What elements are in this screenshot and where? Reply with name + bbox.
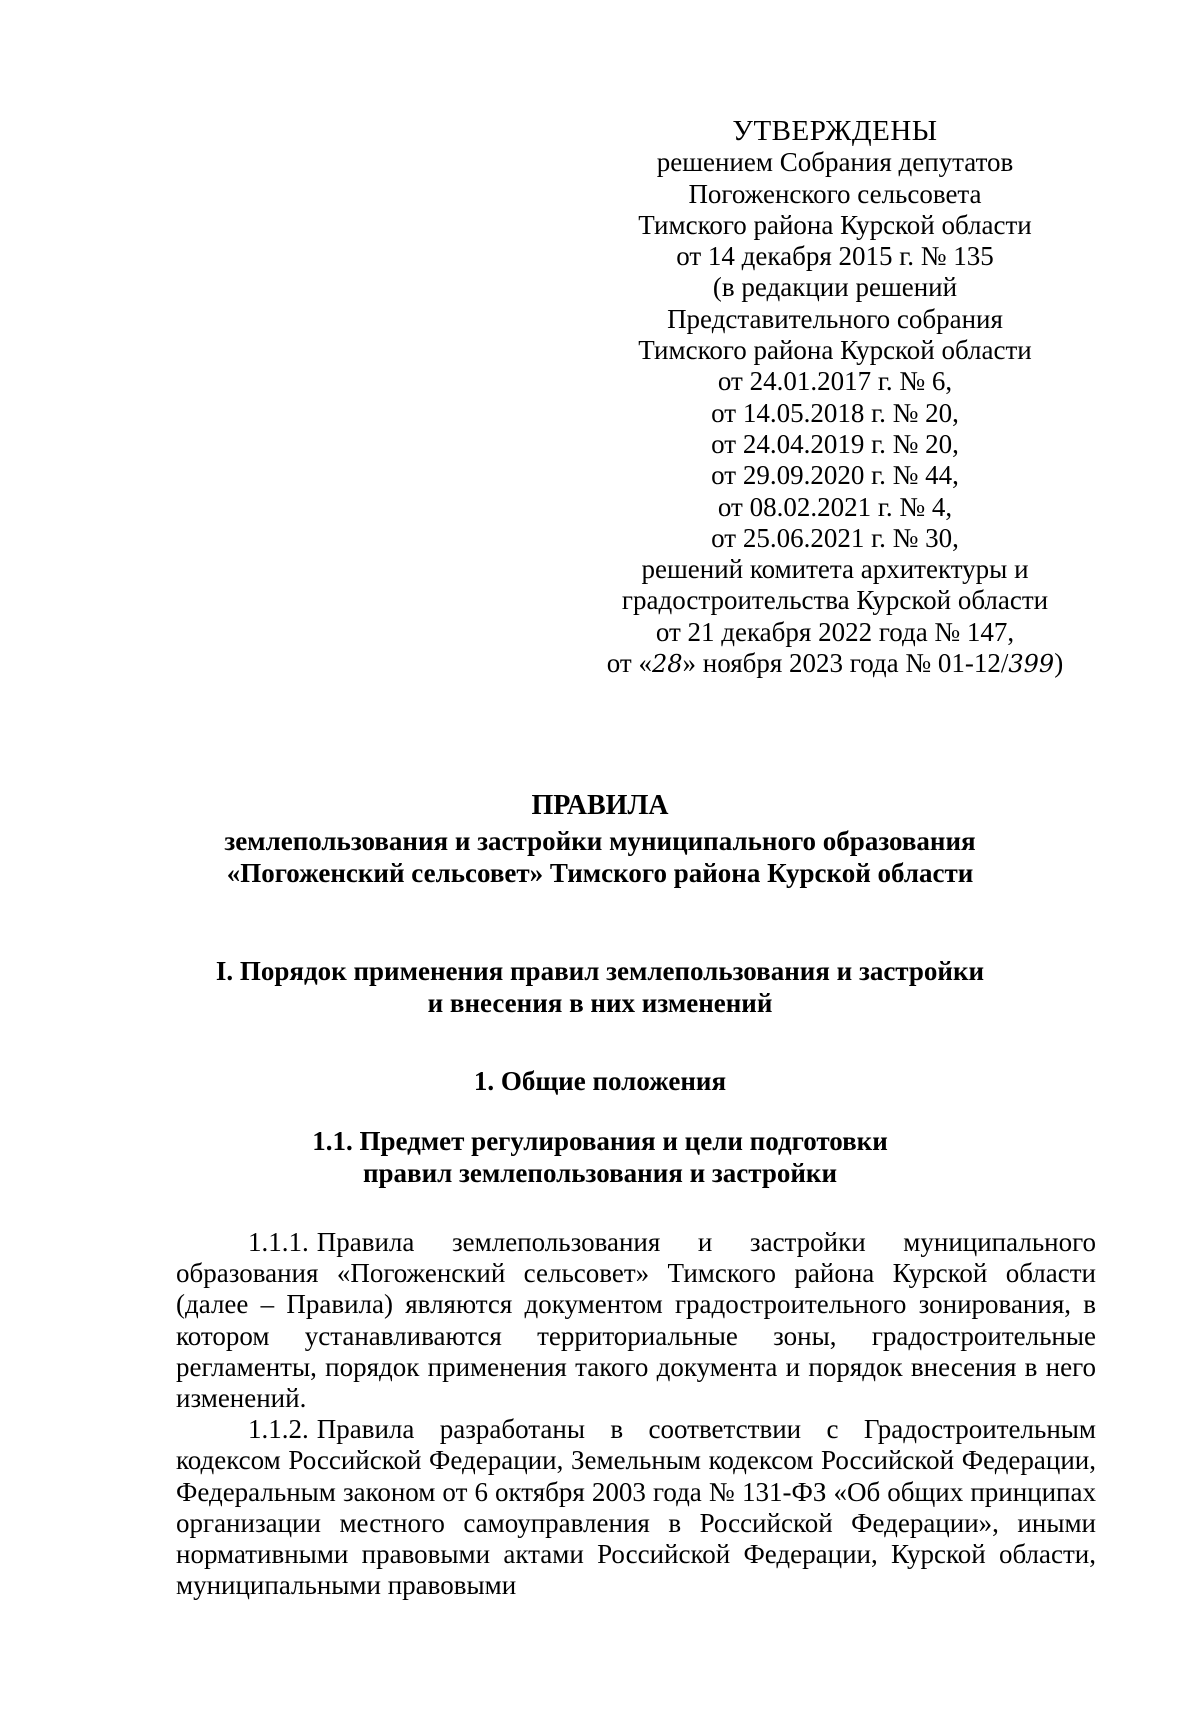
approval-last-middle: » ноября 2023 года № 01-12/: [682, 648, 1009, 679]
approval-line: от 24.04.2019 г. № 20,: [711, 428, 959, 459]
handwritten-day: 28: [651, 650, 683, 679]
approval-line: от 14 декабря 2015 г. № 135: [676, 241, 994, 272]
approval-line: решений комитета архитектуры и: [641, 554, 1029, 585]
approval-last-line: [575, 648, 1095, 680]
document-title: ПРАВИЛА: [531, 790, 669, 821]
approval-last-suffix: ): [1054, 648, 1064, 679]
paragraph-text: Правила разработаны в соответствии с Градостроительным кодексом Российской Федерации, Земельным кодексом Российской Федерации, Федеральным законом от 6 октября 2003 года № 131-ФЗ «Об общих принципах организации местного самоуправления в Российской Федерации», иными нормативными правовыми актами Российской Федерации, Курской области, муниципальными правовыми: [176, 1414, 1096, 1601]
paragraph: [176, 1227, 1096, 1414]
approval-line: Погоженского сельсовета: [688, 178, 982, 209]
approval-line: Тимского района Курской области: [638, 335, 1032, 366]
approval-line: от 08.02.2021 г. № 4,: [717, 491, 953, 522]
subsection-heading: [0, 1125, 1200, 1189]
approval-line: от 24.01.2017 г. № 6,: [717, 366, 953, 397]
approval-line: градостроительства Курской области: [621, 585, 1049, 616]
body-text: [176, 1227, 1096, 1601]
subsection-heading-line: 1.1. Предмет регулирования и цели подготовки: [312, 1126, 888, 1156]
approval-block: [575, 116, 1095, 680]
paragraph-number: 1.1.2.: [248, 1414, 309, 1445]
document-subtitle-line: землепользования и застройки муниципального образования: [224, 826, 976, 856]
chapter-heading-line: I. Порядок применения правил землепользования и застройки: [215, 956, 985, 986]
approval-title: УТВЕРЖДЕНЫ: [732, 115, 938, 147]
approval-last-prefix: от «: [606, 648, 652, 679]
approval-line: Тимского района Курской области: [638, 209, 1032, 240]
approval-line: решением Собрания депутатов: [656, 147, 1014, 178]
approval-line: от 25.06.2021 г. № 30,: [711, 522, 959, 553]
handwritten-number: 399: [1008, 650, 1055, 679]
paragraph-text: Правила землепользования и застройки муниципального образования «Погоженский сельсовет» Тимского района Курской области (далее – Правила) являются документом градостроительного зонирования, в котором устанавливаются территориальные зоны, градостроительные регламенты, порядок применения такого документа и порядок внесения в него изменений.: [176, 1227, 1096, 1414]
approval-line: Представительного собрания: [667, 303, 1003, 334]
document-subtitle: [0, 825, 1200, 889]
approval-line: от 21 декабря 2022 года № 147,: [655, 616, 1015, 647]
chapter-heading-line: и внесения в них изменений: [427, 988, 773, 1018]
document-subtitle-line: «Погоженский сельсовет» Тимского района Курской области: [226, 858, 974, 888]
approval-line: от 29.09.2020 г. № 44,: [711, 460, 959, 491]
section-heading: 1. Общие положения: [473, 1066, 727, 1096]
approval-line: (в редакции решений: [712, 272, 958, 303]
paragraph-number: 1.1.1.: [248, 1227, 309, 1257]
paragraph: [176, 1414, 1096, 1601]
chapter-heading: [0, 955, 1200, 1019]
approval-line: от 14.05.2018 г. № 20,: [711, 397, 959, 428]
subsection-heading-line: правил землепользования и застройки: [362, 1158, 838, 1188]
